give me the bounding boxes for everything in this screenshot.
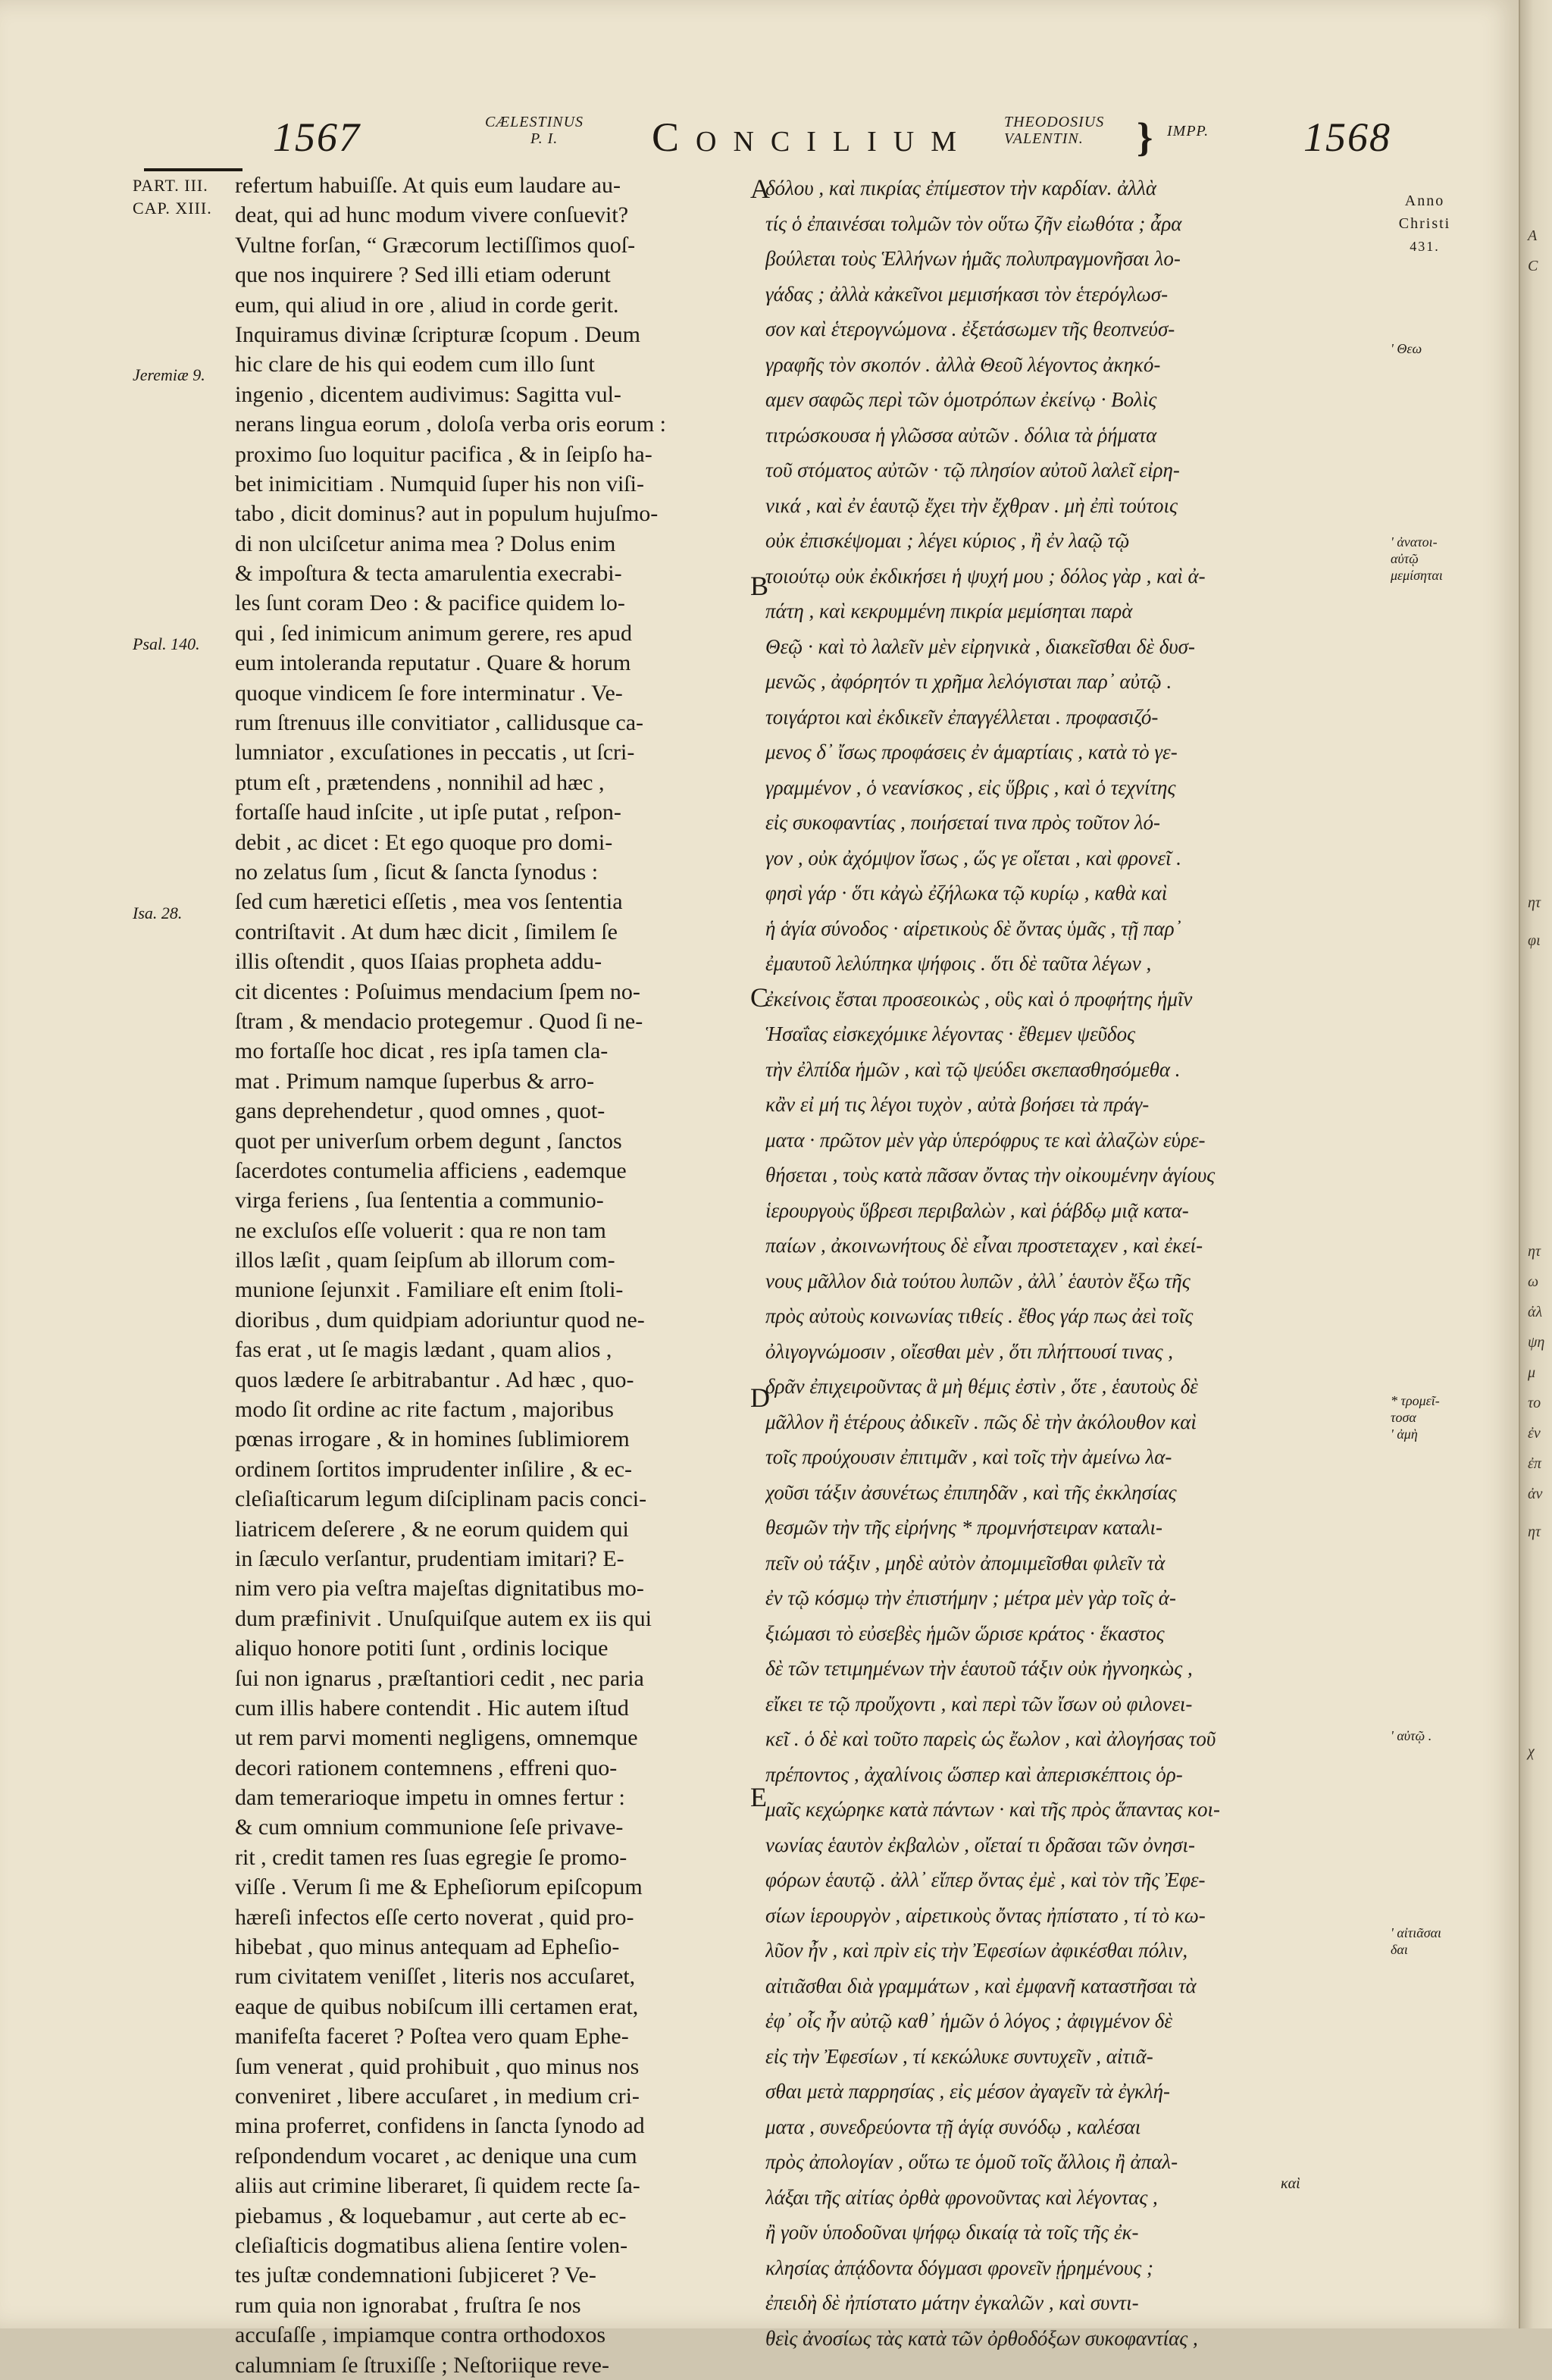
latin-text-line: modo ſit ordine ac rite factum , majoribus [235, 1397, 614, 1423]
greek-text-line: οὐκ ἐπισκέψομαι ; λέγει κύριος , ἢ ἐν λαῷ τῷ [765, 529, 1130, 552]
greek-text-line: πρὸς ἀπολογίαν , οὕτω τε ὁμοῦ τοῖς ἄλλοις ἢ ἀπαλ- [765, 2150, 1178, 2173]
edge-fragment: A [1528, 227, 1538, 244]
running-head-part: PART. III. [133, 176, 208, 195]
margin-note-right-3b: τοσα [1391, 1410, 1416, 1425]
latin-text-line: nerans lingua eorum , doloſa verba oris eorum : [235, 412, 667, 437]
latin-text-line: virga feriens , ſua ſententia a communio- [235, 1188, 604, 1213]
latin-text-line: ptum eſt , prætendens , nonnihil ad hæc , [235, 769, 605, 795]
latin-text-line: hæreſi infectos eſſe certo noverat , quid pro- [235, 1904, 634, 1930]
greek-text-line: μᾶλλον ἢ ἑτέρους ἀδικεῖν . πῶς δὲ τὴν ἀκόλουθον καὶ [765, 1410, 1197, 1433]
greek-text-line: νωνίας ἑαυτὸν ἐκβαλὼν , οἴεταί τι δρᾶσαι τῶν ὀνησι- [765, 1833, 1195, 1856]
year-value: 431. [1410, 239, 1440, 254]
greek-text-line: γραφῆς τὸν σκοπόν . ἀλλὰ Θεοῦ λέγοντος ἀκηκό- [765, 352, 1161, 376]
latin-text-line: quoque vindicem ſe fore interminatur . Ve- [235, 680, 623, 706]
greek-text-line: μενος δ᾽ ἴσως προφάσεις ἐν ἁμαρτίαις , κατὰ τὸ γε- [765, 741, 1178, 763]
latin-text-line: pœnas irrogare , & in homines ſublimiorem [235, 1426, 630, 1452]
latin-column [235, 171, 743, 2380]
margin-note-right-2c: μεμίσηται [1391, 568, 1443, 583]
edge-fragment: ἐν [1528, 1425, 1541, 1442]
latin-text-line: mat . Primum namque ſuperbus & arro- [235, 1068, 595, 1094]
greek-text-line: ἐν τῷ κόσμῳ τὴν ἐπιστήμην ; μέτρα μὲν γὰρ τοῖς ἀ- [765, 1586, 1176, 1609]
margin-note-right-2b: αὐτῷ [1391, 551, 1419, 566]
greek-text-line: τοιούτῳ οὐκ ἐκδικήσει ἡ ψυχή μου ; δόλος γὰρ , καὶ ἀ- [765, 564, 1206, 587]
margin-note-isaiah: Isa. 28. [133, 903, 183, 922]
greek-text-line: δρᾶν ἐπιχειροῦντας ἃ μὴ θέμις ἐστὶν , ὅτε , ἑαυτοὺς δὲ [765, 1375, 1198, 1398]
margin-note-right-5: ' αἰτιᾶσαι [1391, 1925, 1442, 1940]
latin-text-line: Inquiramus divinæ ſcripturæ ſcopum . Deum [235, 321, 640, 347]
greek-text-line: πρὸς αὐτοὺς κοινωνίας τιθείς . ἔθος γάρ πως ἀεὶ τοῖς [765, 1304, 1194, 1327]
edge-fragment: χ [1528, 1743, 1535, 1760]
latin-text-line: rum quia non ignorabat , fruſtra ſe nos [235, 2292, 581, 2318]
greek-text-line: ξιώμασι τὸ εὐσεβὲς ἡμῶν ὥρισε κράτος · ἕκαστος [765, 1621, 1165, 1645]
header-rule [144, 168, 242, 171]
greek-text-line: ἐφ᾽ οἷς ἦν αὐτῷ καθ᾽ ἡμῶν ὁ λόγος ; ἀφιγμένον δὲ [765, 2009, 1172, 2032]
greek-text-line: γον , οὐκ ἀχόμψον ἴσως , ὥς γε οἴεται , καὶ φρονεῖ . [765, 846, 1182, 869]
latin-text-line: dam temerarioque impetu in omnes fertur : [235, 1785, 625, 1811]
header-small-right-3: IMPP. [1167, 123, 1209, 139]
greek-text-line: εἰς συκοφαντίας , ποιήσεταί τινα πρὸς τοῦτον λό- [765, 811, 1161, 834]
latin-text-line: deat, qui ad hunc modum vivere conſuevit? [235, 202, 629, 228]
latin-text-line: hic clare de his qui eodem cum illo ſunt [235, 352, 595, 377]
latin-text-line: illis oſtendit , quos Iſaias propheta addu- [235, 949, 602, 975]
greek-text-line: τὴν ἐλπίδα ἡμῶν , καὶ τῷ ψεύδει σκεπασθησόμεθα . [765, 1057, 1181, 1081]
section-letter-e: E [750, 1782, 767, 1812]
margin-note-right-4: ' αὐτῷ . [1391, 1728, 1432, 1743]
greek-text-line: πρέποντος , ἀχαλίνοις ὥσπερ καὶ ἀπερισκέπτοις ὁρ- [765, 1762, 1183, 1786]
latin-text-line: cit dicentes : Poſuimus mendacium ſpem no- [235, 979, 640, 1004]
latin-text-line: ut rem parvi momenti negligens, omnemque [235, 1725, 638, 1751]
greek-text-line: ἱερουργοὺς ὕβρεσι περιβαλὼν , καὶ ῥάβδῳ μιᾷ κατα- [765, 1198, 1189, 1222]
year-box [1379, 189, 1470, 258]
greek-text-line: θήσεται , τοὺς κατὰ πᾶσαν ὄντας τὴν οἰκουμένην ἁγίους [765, 1163, 1216, 1186]
margin-note-right-2: ' ἀνατοι- [1391, 534, 1438, 550]
latin-text-line: eum, qui aliud in ore , aliud in corde gerit. [235, 292, 619, 318]
latin-text-line: piebamus , & loquebamur , aut certe ab ec- [235, 2203, 627, 2228]
latin-text-line: debit , ac dicet : Et ego quoque pro domi- [235, 829, 613, 855]
greek-text-line: Ἡσαΐας εἰσκεχόμικε λέγοντας · ἔθεμεν ψεῦδος [765, 1022, 1136, 1045]
latin-text-line: ingenio , dicentem audivimus: Sagitta vul- [235, 381, 621, 407]
latin-text-line: ſtram , & mendacio protegemur . Quod ſi ne- [235, 1008, 643, 1034]
greek-text-line: ἡ ἁγία σύνοδος · αἱρετικοὺς δὲ ὄντας ὑμᾶς , τῇ παρ᾽ [765, 916, 1181, 940]
year-label: Anno Christi [1398, 193, 1451, 232]
section-letter-c: C [750, 982, 769, 1013]
latin-text-line: conveniret , libere accuſaret , in medium cri- [235, 2084, 640, 2109]
section-letter-b: B [750, 571, 769, 601]
edge-fragment: το [1528, 1395, 1541, 1411]
latin-text-line: aliquo honore potiti ſunt , ordinis locique [235, 1636, 609, 1661]
greek-text-line: θεσμῶν τὴν τῆς εἰρήνης * προμνήστειραν καταλι- [765, 1516, 1163, 1539]
latin-text-line: quot per univerſum orbem degunt , ſanctos [235, 1128, 622, 1154]
edge-fragment: ἀλ [1528, 1304, 1543, 1320]
latin-text-line: refertum habuiſſe. At quis eum laudare au- [235, 173, 621, 198]
header-small-right-2: VALENTIN. [1004, 130, 1084, 147]
greek-text-line: λῦον ἦν , καὶ πρὶν εἰς τὴν Ἐφεσίων ἀφικέσθαι πόλιν, [765, 1939, 1188, 1962]
greek-text-line: μαῖς κεχώρηκε κατὰ πάντων · καὶ τῆς πρὸς ἅπαντας κοι- [765, 1798, 1220, 1821]
greek-text-line: τοιγάρτοι καὶ ἐκδικεῖν ἐπαγγέλλεται . προφασιζό- [765, 705, 1159, 728]
edge-fragment: ω [1528, 1273, 1539, 1290]
latin-text-line: liatricem deſerere , & ne eorum quidem qui [235, 1516, 629, 1542]
page-title: Concilium [652, 114, 973, 160]
greek-text-line: τίς ὁ ἐπαινέσαι τολμῶν τὸν οὕτω ζῆν εἰωθότα ; ἆρα [765, 211, 1182, 235]
greek-text-line: δὲ τῶν τετιμημένων τὴν ἑαυτοῦ τάξιν οὐκ ἠγνοηκὼς , [765, 1657, 1193, 1680]
greek-text-line: τιτρώσκουσα ἡ γλῶσσα αὐτῶν . δόλια τὰ ῥήματα [765, 423, 1157, 446]
brace-glyph: } [1137, 114, 1153, 160]
latin-text-line: ſum venerat , quid prohibuit , quo minus nos [235, 2053, 640, 2079]
greek-text-line: πάτη , καὶ κεκρυμμένη πικρία μεμίσηται παρὰ [765, 600, 1133, 622]
edge-fragment: ἀν [1528, 1486, 1543, 1502]
catchword: καὶ [1281, 2175, 1300, 2192]
edge-fragment: ητ [1528, 1243, 1541, 1260]
margin-note-right-3: * τρομεῖ- [1391, 1393, 1440, 1408]
latin-text-line: di non ulciſcetur anima mea ? Dolus enim [235, 531, 616, 556]
latin-text-line: ſui non ignarus , præſtantiori cedit , nec paria [235, 1665, 644, 1691]
latin-text-line: fas erat , ut ſe magis lædant , quam alios , [235, 1337, 612, 1363]
greek-text-line: γραμμένον , ὁ νεανίσκος , εἰς ὕβρις , καὶ ὁ τεχνίτης [765, 775, 1176, 799]
latin-text-line: rum ſtrenuus ille convitiator , callidusque ca- [235, 710, 644, 736]
greek-text-line: δόλου , καὶ πικρίας ἐπίμεστον τὴν καρδίαν. ἀλλὰ [765, 177, 1156, 199]
greek-text-line: μενῶς , ἀφόρητόν τι χρῆμα λελόγισται παρ᾽ αὐτῷ . [765, 670, 1172, 693]
latin-text-line: bet inimicitiam . Numquid ſuper his non viſi- [235, 471, 644, 496]
greek-text-line: κἂν εἰ μή τις λέγοι τυχὸν , αὐτὰ βοήσει τὰ πράγ- [765, 1093, 1150, 1116]
latin-text-line: ne excluſos eſſe voluerit : qua re non tam [235, 1217, 606, 1243]
latin-text-line: mo fortaſſe hoc dicat , res ipſa tamen cla- [235, 1038, 609, 1064]
greek-text-line: εἴκει τε τῷ προὔχοντι , καὶ περὶ τῶν ἴσων οὐ φιλονει- [765, 1692, 1193, 1715]
greek-text-line: παίων , ἀκοινωνήτους δὲ εἶναι προστεταχεν , καὶ ἐκεί- [765, 1234, 1203, 1257]
latin-text-line: ordinem ſortitos imprudenter inſilire , & ec- [235, 1456, 633, 1482]
latin-text-line: Vultne forſan, “ Græcorum lectiſſimos quoſ- [235, 232, 636, 258]
edge-fragment: φι [1528, 932, 1541, 949]
latin-text-line: hibebat , quo minus antequam ad Epheſio- [235, 1934, 620, 1960]
greek-column [765, 171, 1372, 2356]
latin-text-line: qui , ſed inimicum animum gerere, res apud [235, 620, 633, 646]
latin-text-line: quos lædere ſe arbitrabantur . Ad hæc , quo- [235, 1367, 634, 1392]
greek-text-line: κλησίας ἀπᾴδοντα δόγμασι φρονεῖν ᾑρημένους ; [765, 2256, 1153, 2279]
edge-fragment: ητ [1528, 894, 1541, 911]
latin-text-line: gans deprehendetur , quod omnes , quot- [235, 1098, 605, 1124]
latin-text-line: mina proferret, confidens in ſancta ſynodo ad [235, 2113, 645, 2139]
edge-fragment: ητ [1528, 1524, 1541, 1540]
latin-text-line: eum intoleranda reputatur . Quare & horum [235, 650, 631, 676]
edge-fragment: ψη [1528, 1334, 1545, 1351]
latin-text-line: calumniam ſe ſtruxiſſe ; Neſtoriique reve- [235, 2352, 609, 2378]
latin-text-line: munione ſejunxit . Familiare eſt enim ſtoli- [235, 1277, 624, 1303]
greek-text-line: θεὶς ἀνοσίως τὰς κατὰ τῶν ὀρθοδόξων συκοφαντίας , [765, 2326, 1198, 2350]
greek-text-line: τοῦ στόματος αὐτῶν · τῷ πλησίον αὐτοῦ λαλεῖ εἰρη- [765, 459, 1180, 481]
greek-text-line: γάδας ; ἀλλὰ κἀκεῖνοι μεμισήκασι τὸν ἑτερόγλωσ- [765, 282, 1169, 305]
latin-text-line: tes juſtæ condemnationi ſubjiceret ? Ve- [235, 2263, 596, 2288]
section-letter-d: D [750, 1383, 770, 1413]
greek-text-line: πεῖν οὐ τάξιν , μηδὲ αὐτὸν ἀπομιμεῖσθαι φιλεῖν τὰ [765, 1551, 1166, 1574]
greek-text-line: εἰς τὴν Ἐφεσίων , τί κεκώλυκε συντυχεῖν , αἰτιᾶ- [765, 2044, 1153, 2068]
latin-text-line: rum civitatem veniſſet , literis nos accuſaret, [235, 1964, 636, 1990]
header-small-right-1: THEODOSIUS [1004, 114, 1105, 130]
latin-text-line: ſed cum hæretici eſſetis , mea vos ſententia [235, 889, 623, 915]
latin-text-line: nim vero pia veſtra majeſtas dignitatibus mo- [235, 1576, 644, 1602]
latin-text-line: manifeſta faceret ? Poſtea vero quam Ephe- [235, 2024, 629, 2050]
section-letter-a: A [750, 174, 770, 204]
edge-fragment: C [1528, 258, 1538, 274]
margin-note-psalm: Psal. 140. [133, 634, 200, 653]
latin-text-line: illos læſit , quam ſeipſum ab illorum com- [235, 1248, 615, 1273]
page-number-left: 1567 [273, 114, 361, 160]
latin-text-line: tabo , dicit dominus? aut in populum hujuſmo- [235, 501, 659, 527]
latin-text-line: lumniator , excuſationes in peccatis , ut ſcri- [235, 740, 635, 766]
margin-note-right-1: ' Θεω [1391, 341, 1422, 356]
edge-fragment: μ [1528, 1364, 1536, 1381]
greek-text-line: ἐκείνοις ἔσται προσεοικὼς , οὓς καὶ ὁ προφήτης ἡμῖν [765, 987, 1193, 1010]
greek-text-line: νικά , καὶ ἐν ἑαυτῷ ἔχει τὴν ἔχθραν . μὴ ἐπὶ τούτοις [765, 493, 1178, 517]
greek-text-line: ὀλιγογνώμοσιν , οἴεσθαι μὲν , ὅτι πλήττουσί τινας , [765, 1339, 1174, 1363]
latin-text-line: eaque de quibus nobiſcum illi certamen erat, [235, 1993, 639, 2019]
margin-note-right-3c: ' ἀμὴ [1391, 1426, 1418, 1442]
greek-text-line: σθαι μετὰ παρρησίας , εἰς μέσον ἀγαγεῖν τὰ ἐγκλή- [765, 2080, 1170, 2103]
latin-text-line: contriſtavit . At dum hæc dicit , ſimilem ſe [235, 919, 618, 944]
latin-text-line: cum illis habere contendit . Hic autem iſtud [235, 1695, 629, 1721]
greek-text-line: βούλεται τοὺς Ἑλλήνων ἡμᾶς πολυπραγμονῆσαι λο- [765, 247, 1181, 270]
latin-text-line: les ſunt coram Deo : & pacifice quidem lo- [235, 590, 625, 616]
greek-text-line: Θεῷ · καὶ τὸ λαλεῖν μὲν εἰρηνικὰ , διακεῖσθαι δὲ δυσ- [765, 634, 1195, 658]
latin-text-line: aliis aut crimine liberaret, ſi quidem recte ſa- [235, 2173, 640, 2199]
latin-text-line: dioribus , dum quidpiam adoriuntur quod ne- [235, 1307, 645, 1332]
latin-text-line: cleſiaſticis dogmatibus aliena ſentire volen- [235, 2232, 628, 2258]
greek-text-line: τοῖς προύχουσιν ἐπιτιμᾶν , καὶ τοῖς τὴν ἀμείνω λα- [765, 1445, 1172, 1468]
latin-text-line: in ſæculo verſantur, prudentiam imitari? E- [235, 1545, 624, 1571]
latin-text-line: rit , credit tamen res ſuas egregie ſe promo- [235, 1844, 627, 1870]
latin-text-line: decori rationem contemnens , effreni quo- [235, 1755, 618, 1780]
latin-text-line: fortaſſe haud inſcite , ut ipſe putat , reſpon- [235, 800, 621, 825]
greek-text-line: ματα · πρῶτον μὲν γὰρ ὑπερόφρυς τε καὶ ἀλαζὼν εὑρε- [765, 1128, 1206, 1151]
latin-text-line: no zelatus ſum , ſicut & ſancta ſynodus : [235, 859, 599, 885]
greek-text-line: αμεν σαφῶς περὶ τῶν ὁμοτρόπων ἐκείνῳ · Βολὶς [765, 388, 1157, 411]
greek-text-line: ἐπειδὴ δὲ ἠπίστατο μάτην ἐγκαλῶν , καὶ συντι- [765, 2291, 1139, 2314]
greek-text-line: φησὶ γάρ · ὅτι κἀγὼ ἐζήλωκα τῷ κυρίῳ , καθὰ καὶ [765, 882, 1168, 904]
running-head-chapter: CAP. XIII. [133, 199, 212, 218]
margin-note-jeremiah: Jeremiæ 9. [133, 365, 205, 384]
latin-text-line: ſacerdotes contumelia afficiens , eademque [235, 1157, 627, 1183]
latin-text-line: dum præfinivit . Unuſquiſque autem ex iis qui [235, 1605, 652, 1631]
latin-text-line: proximo ſuo loquitur pacifica , & in ſeipſo ha- [235, 441, 652, 467]
latin-text-line: cleſiaſticarum legum diſciplinam pacis conci- [235, 1486, 647, 1512]
latin-text-line: & cum omnium communione ſeſe privave- [235, 1815, 624, 1840]
greek-text-line: φόρων ἑαυτῷ . ἀλλ᾽ εἴπερ ὄντας ἐμὲ , καὶ τὸν τῆς Ἐφε- [765, 1868, 1206, 1891]
page-number-right: 1568 [1303, 114, 1391, 160]
header-small-left-1: CÆLESTINUS [485, 114, 584, 130]
greek-text-line: σίων ἱερουργὸν , αἱρετικοὺς ὄντας ἠπίστατο , τί τὸ κω- [765, 1903, 1206, 1927]
latin-text-line: & impoſtura & tecta amarulentia execrabi- [235, 561, 622, 587]
greek-text-line: χοῦσι τάξιν ἀσυνέτως ἐπιπηδᾶν , καὶ τῆς ἐκκλησίας [765, 1480, 1177, 1504]
greek-text-line: ἢ γοῦν ὑποδοῦναι ψήφῳ δικαίᾳ τὰ τοῖς τῆς ἐκ- [765, 2221, 1139, 2244]
greek-text-line: ματα , συνεδρεύοντα τῇ ἁγίᾳ συνόδῳ , καλέσαι [765, 2115, 1141, 2138]
latin-text-line: reſpondendum vocaret , ac denique una cum [235, 2143, 637, 2169]
greek-text-line: λάξαι τῆς αἰτίας ὀρθὰ φρονοῦντας καὶ λέγοντας , [765, 2185, 1158, 2209]
adjacent-page-edge [1519, 0, 1552, 2328]
latin-text-line: que nos inquirere ? Sed illi etiam oderunt [235, 262, 611, 288]
latin-text-line: accuſaſſe , impiamque contra orthodoxos [235, 2322, 606, 2348]
greek-text-line: αἰτιᾶσθαι διὰ γραμμάτων , καὶ ἐμφανῆ καταστῆσαι τὰ [765, 1974, 1197, 1997]
latin-text-line: viſſe . Verum ſi me & Epheſiorum epiſcopum [235, 1874, 643, 1900]
edge-fragment: ἐπ [1528, 1455, 1541, 1472]
margin-note-right-5b: δαι [1391, 1942, 1408, 1957]
greek-text-line: ἐμαυτοῦ λελύπηκα ψήφοις . ὅτι δὲ ταῦτα λέγων , [765, 952, 1152, 975]
greek-text-line: κεῖ . ὁ δὲ καὶ τοῦτο παρεὶς ὡς ἔωλον , καὶ ἀλογήσας τοῦ [765, 1727, 1216, 1750]
greek-text-line: σον καὶ ἑτερογνώμονα . ἐξετάσωμεν τῆς θεοπνεύσ- [765, 318, 1175, 340]
header-small-left-2: P. I. [530, 130, 559, 147]
greek-text-line: νους μᾶλλον διὰ τούτου λυπῶν , ἀλλ᾽ ἑαυτὸν ἔξω τῆς [765, 1269, 1191, 1292]
